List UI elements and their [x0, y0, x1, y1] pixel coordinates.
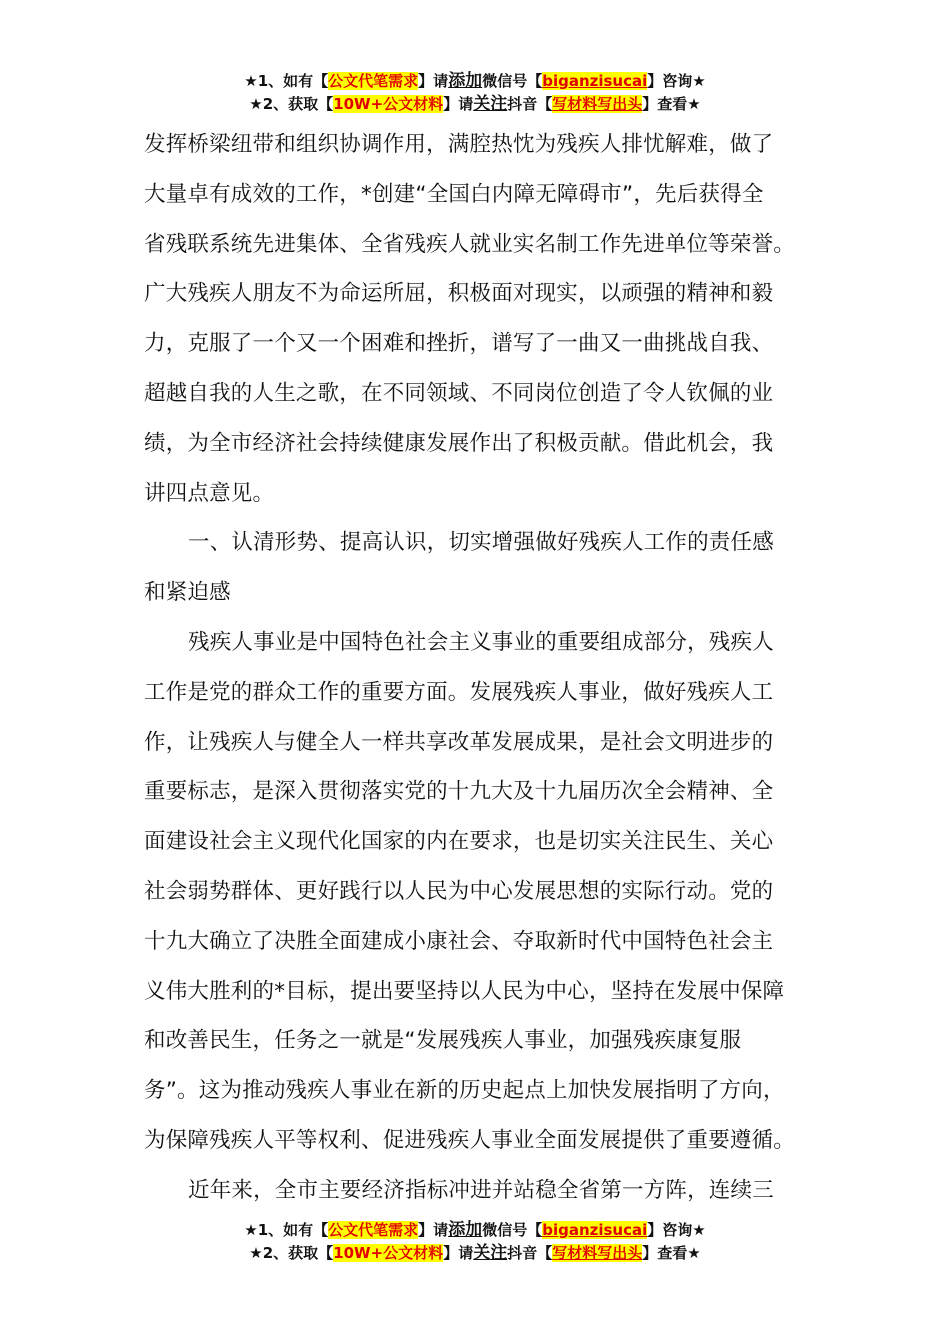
- underlined-text: 关注: [473, 1243, 508, 1263]
- banner-text: 】查看★: [642, 95, 701, 113]
- banner-text: 】查看★: [642, 1244, 701, 1262]
- underlined-text: 添加: [448, 1220, 483, 1240]
- highlight-text: 10W+公文材料: [333, 1244, 444, 1262]
- text-line: 义伟大胜利的*目标，提出要坚持以人民为中心，坚持在发展中保障: [144, 978, 785, 1004]
- text-line: 十九大确立了决胜全面建成小康社会、夺取新时代中国特色社会主: [144, 928, 774, 954]
- banner-line-1: [0, 1219, 950, 1242]
- banner-line-2: [0, 1242, 950, 1265]
- banner-text: 】请: [418, 72, 449, 90]
- text-line: 为保障残疾人平等权利、促进残疾人事业全面发展提供了重要遵循。: [144, 1127, 796, 1153]
- text-line: 面建设社会主义现代化国家的内在要求，也是切实关注民生、关心: [144, 829, 774, 855]
- underlined-text: 关注: [473, 94, 508, 114]
- banner-text: 微信号【: [482, 1221, 543, 1239]
- text-line: 广大残疾人朋友不为命运所屈，积极面对现实，以顽强的精神和毅: [144, 281, 774, 307]
- text-line: 绩，为全市经济社会持续健康发展作出了积极贡献。借此机会，我: [144, 430, 774, 456]
- banner-text: 微信号【: [482, 72, 543, 90]
- text-line: 务”。这为推动残疾人事业在新的历史起点上加快发展指明了方向，: [144, 1078, 785, 1104]
- banner-text: 】请: [443, 1244, 474, 1262]
- banner-text: ★1、如有【: [244, 1221, 329, 1239]
- document-body: [144, 128, 844, 1224]
- highlight-text: 10W+公文材料: [333, 95, 444, 113]
- text-line: 工作是党的群众工作的重要方面。发展残疾人事业，做好残疾人工: [144, 679, 774, 705]
- banner-text: ★2、获取【: [249, 95, 334, 113]
- highlight-text: 公文代笔需求: [328, 1221, 419, 1239]
- text-line: 发挥桥梁纽带和组织协调作用，满腔热忱为残疾人排忧解难，做了: [144, 132, 774, 157]
- text-line: 残疾人事业是中国特色社会主义事业的重要组成部分，残疾人: [188, 629, 774, 655]
- text-line: 大量卓有成效的工作，*创建“全国白内障无障碍市”，先后获得全: [144, 181, 764, 207]
- banner-text: ★2、获取【: [249, 1244, 334, 1262]
- banner-line-2: [0, 93, 950, 116]
- text-line: 重要标志，是深入贯彻落实党的十九大及十九届历次全会精神、全: [144, 779, 774, 805]
- text-line: 力，克服了一个又一个困难和挫折，谱写了一曲又一曲挑战自我、: [144, 331, 774, 357]
- text-line: 和改善民生，任务之一就是“发展残疾人事业，加强残疾康复服: [144, 1028, 742, 1054]
- text-line: 超越自我的人生之歌，在不同领域、不同岗位创造了令人钦佩的业: [144, 380, 774, 406]
- text-line: 省残联系统先进集体、全省残疾人就业实名制工作先进单位等荣誉。: [144, 231, 796, 257]
- section-heading-line: 和紧迫感: [144, 580, 231, 606]
- header-banner: [0, 70, 950, 116]
- footer-banner: [0, 1219, 950, 1265]
- text-line: 近年来，全市主要经济指标冲进并站稳全省第一方阵，连续三: [188, 1177, 774, 1203]
- text-line: 作，让残疾人与健全人一样共享改革发展成果，是社会文明进步的: [144, 729, 774, 755]
- highlight-text: 公文代笔需求: [328, 72, 419, 90]
- banner-text: 】请: [443, 95, 474, 113]
- banner-text: 抖音【: [507, 95, 553, 113]
- banner-text: 抖音【: [507, 1244, 553, 1262]
- banner-text: 】请: [418, 1221, 449, 1239]
- banner-text: 】咨询★: [647, 1221, 706, 1239]
- banner-text: 】咨询★: [647, 72, 706, 90]
- douyin-link[interactable]: 写材料写出头: [552, 95, 643, 113]
- douyin-link[interactable]: 写材料写出头: [552, 1244, 643, 1262]
- wechat-id-link[interactable]: biganzisucai: [542, 72, 648, 90]
- underlined-text: 添加: [448, 71, 483, 91]
- wechat-id-link[interactable]: biganzisucai: [542, 1221, 648, 1239]
- text-line: 讲四点意见。: [144, 480, 275, 506]
- section-heading-line: 一、认清形势、提高认识，切实增强做好残疾人工作的责任感: [188, 530, 774, 556]
- text-line: 社会弱势群体、更好践行以人民为中心发展思想的实际行动。党的: [144, 878, 774, 904]
- banner-line-1: [0, 70, 950, 93]
- banner-text: ★1、如有【: [244, 72, 329, 90]
